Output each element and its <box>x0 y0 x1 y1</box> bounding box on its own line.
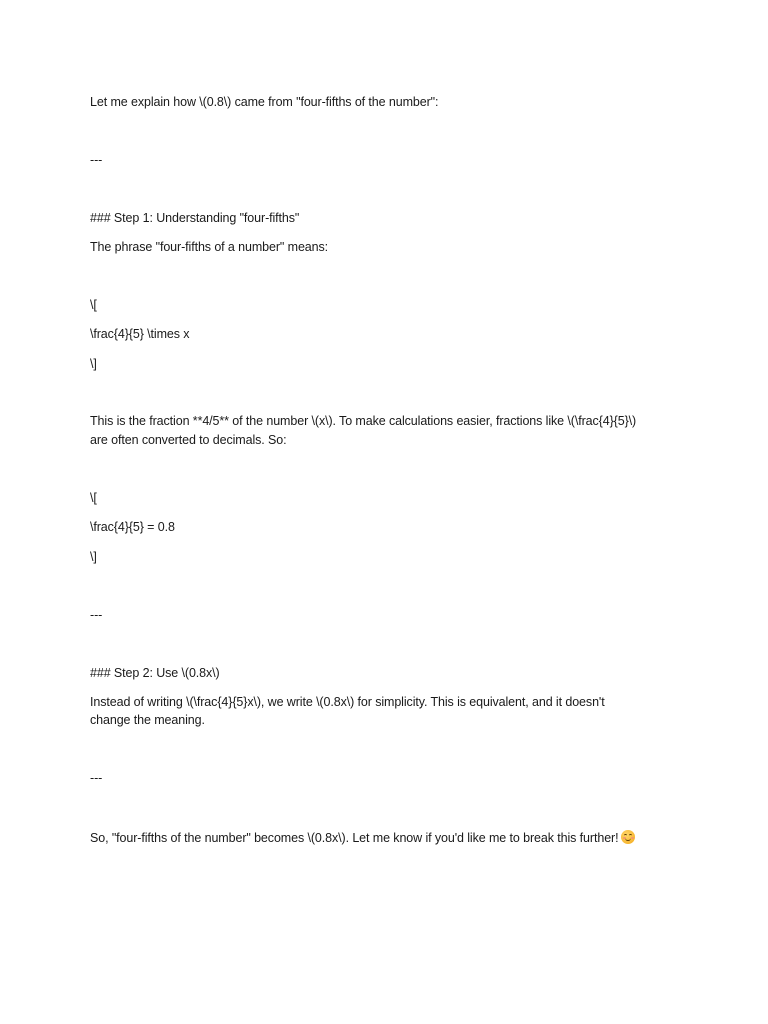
math2-open: \[ <box>90 491 97 505</box>
step1-text: The phrase "four-fifths of a number" means: <box>90 240 329 254</box>
conclusion-line <box>90 829 680 847</box>
intro-text: Let me explain how \(0.8\) came from "four-fifths of the number": <box>90 95 439 109</box>
math2-close: \] <box>90 550 97 564</box>
horizontal-rule-1: --- <box>90 153 103 167</box>
math1-expression: \frac{4}{5} \times x <box>90 327 190 341</box>
math2-expression: \frac{4}{5} = 0.8 <box>90 520 175 534</box>
step2-heading: ### Step 2: Use \(0.8x\) <box>90 666 220 680</box>
step2-paragraph-line1: Instead of writing \(\frac{4}{5}x\), we write \(0.8x\) for simplicity. This is equivalent, and it doesn't <box>90 695 605 709</box>
math1-open: \[ <box>90 298 97 312</box>
horizontal-rule-3: --- <box>90 771 103 785</box>
horizontal-rule-2: --- <box>90 608 103 622</box>
conclusion-text: So, "four-fifths of the number" becomes \(0.8x\). Let me know if you'd like me to break this further! <box>90 831 619 845</box>
step2-paragraph-line2: change the meaning. <box>90 713 205 727</box>
step1-paragraph-line2: are often converted to decimals. So: <box>90 433 287 447</box>
step1-paragraph-line1: This is the fraction **4/5** of the number \(x\). To make calculations easier, fractions like \(\frac{4}{5}\) <box>90 414 637 428</box>
math1-close: \] <box>90 357 97 371</box>
step1-heading: ### Step 1: Understanding "four-fifths" <box>90 211 300 225</box>
smiling-face-icon <box>621 830 635 844</box>
